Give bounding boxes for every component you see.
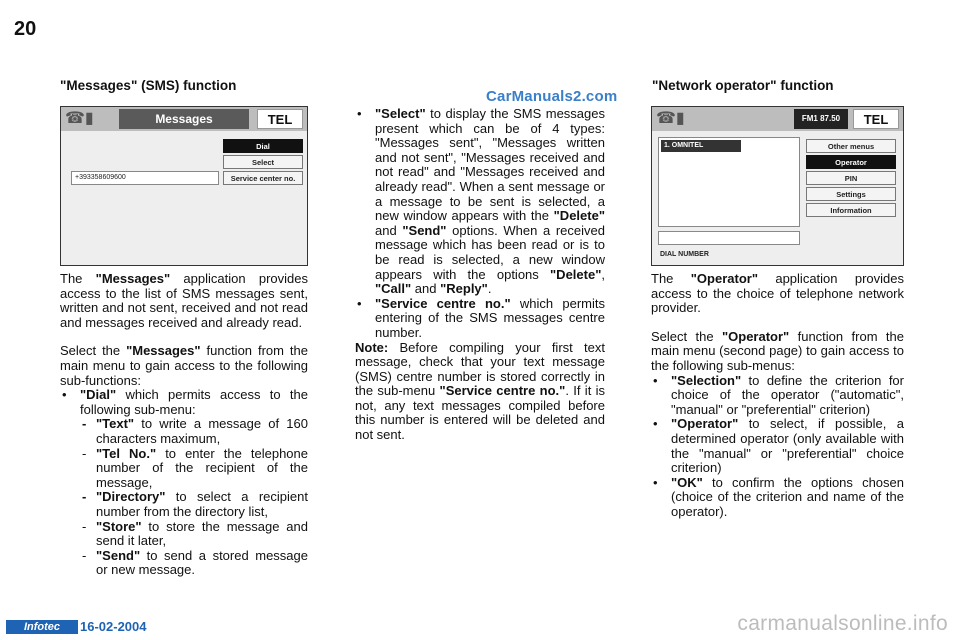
phone-signal-icon: ☎▮ <box>656 110 685 127</box>
section-heading-sms: "Messages" (SMS) function <box>60 78 237 93</box>
dial-sub-item: - "Send" to send a stored message or new message. <box>82 547 308 578</box>
operator-sub-item: • "OK" to confirm the options chosen (choice of the criterion and name of the operator). <box>653 474 904 519</box>
dial-number-field <box>658 231 800 245</box>
operator-description-column <box>651 272 904 520</box>
dial-sub-item: - "Directory" to select a recipient number from the directory list, <box>82 489 308 519</box>
bullet-dial: • "Dial" which permits access to the following sub-menu: <box>62 387 308 417</box>
tel-badge: TEL <box>853 109 899 129</box>
operator-list-item: 1. OMNITEL <box>661 140 741 152</box>
bullet-select: • "Select" to display the SMS messages present which can be of 4 types: "Messages sent", "Messages written and not sent", "Messages received and not read" and "Messages received and already read". When a sent message or a message to be sent is selected, a new window appears with the "Delete" and "Send" options. When a received message which has been read or is to be read is selected, a new window appears with the options "Delete", "Call" and "Reply". <box>357 106 605 297</box>
operator-sub-menu-list <box>651 374 904 520</box>
footer-date: 16-02-2004 <box>80 619 147 634</box>
menu-item-operator: Operator <box>806 155 896 169</box>
screen-top-bar <box>61 107 307 131</box>
radio-frequency-badge: FM1 87.50 <box>794 109 848 129</box>
menu-item-information: Information <box>806 203 896 217</box>
dial-sub-item: - "Store" to store the message and send it later, <box>82 518 308 549</box>
phone-signal-icon: ☎▮ <box>65 110 94 127</box>
bullet-service-centre: • "Service centre no." which permits entering of the SMS messages centre number. <box>357 295 605 340</box>
screen-title: Messages <box>119 109 249 129</box>
dial-number-label: DIAL NUMBER <box>660 251 709 258</box>
watermark-link[interactable]: CarManuals2.com <box>486 88 618 105</box>
sms-select-instruction: Select the "Messages" function from the main menu to gain access to the following sub-functions: <box>60 343 308 388</box>
tel-badge: TEL <box>257 109 303 129</box>
page-number: 20 <box>14 18 37 40</box>
dial-sub-item: - "Text" to write a message of 160 characters maximum, <box>82 416 308 446</box>
note-paragraph: Note: Before compiling your first text message, check that your text message (SMS) centre number is stored correctly in the sub-menu "Service centre no.". If it is not, any text messages compiled before this number is entered will be deleted and not sent. <box>355 339 606 443</box>
sms-continued-column <box>355 107 605 443</box>
sms-intro: The "Messages" application provides access to the list of SMS messages sent, written and not sent, received and not read and messages received and already read. <box>60 271 308 330</box>
menu-item-dial: Dial <box>223 139 303 153</box>
infotec-logo: Infotec <box>6 620 78 634</box>
dial-sub-menu-list <box>60 417 308 578</box>
messages-screen-illustration <box>60 106 308 266</box>
menu-item-other-menus: Other menus <box>806 139 896 153</box>
operator-list <box>658 137 800 227</box>
screen-top-bar <box>652 107 903 131</box>
dial-sub-item: - "Tel No." to enter the telephone number of the recipient of the message, <box>82 445 308 490</box>
section-heading-network-operator: "Network operator" function <box>652 78 834 93</box>
operator-select-instruction: Select the "Operator" function from the main menu (second page) to gain access to the following sub-menus: <box>651 328 904 373</box>
sms-description-column <box>60 272 308 578</box>
menu-item-settings: Settings <box>806 187 896 201</box>
menu-item-service-center: Service center no. <box>223 171 303 185</box>
menu-item-pin: PIN <box>806 171 896 185</box>
operator-sub-item: • "Selection" to define the criterion for choice of the operator ("automatic", "manual" or "preferential" criterion) <box>653 372 904 417</box>
operator-screen-illustration <box>651 106 904 266</box>
footer-site-watermark[interactable]: carmanualsonline.info <box>737 612 948 635</box>
operator-intro: The "Operator" application provides access to the choice of telephone network provider. <box>651 271 904 316</box>
operator-sub-item: • "Operator" to select, if possible, a determined operator (only available with the "manual" or "preferential" choice criterion) <box>653 416 904 476</box>
menu-item-select: Select <box>223 155 303 169</box>
number-field: +393358609600 <box>71 171 219 185</box>
